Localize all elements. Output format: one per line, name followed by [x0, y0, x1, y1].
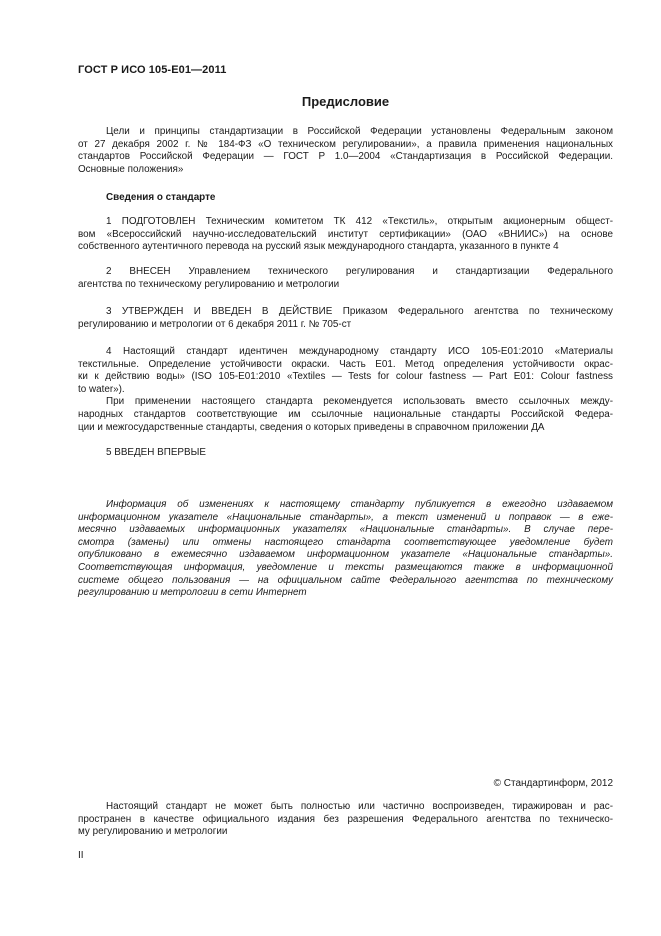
notice-paragraph [78, 499, 613, 600]
item-2-paragraph [78, 266, 613, 291]
notice-line: регулированию и метрологии в сети Интернет [78, 587, 307, 599]
item-4-paragraph [78, 346, 613, 434]
rights-line: му регулированию и метрологии [78, 826, 228, 838]
rights-line: пространен в качестве официального издания без разрешения Федерального агентства по техническо- [78, 813, 613, 825]
intro-paragraph [78, 126, 613, 176]
item-2-line: 2 ВНЕСЕН Управлением технического регулирования и стандартизации Федерального [106, 266, 613, 277]
item-1-line: собственного аутентичного перевода на русский язык международного стандарта, указанного в пункте 4 [78, 241, 559, 253]
item-4-line: 4 Настоящий стандарт идентичен международному стандарту ИСО 105-E01:2010 «Материалы [106, 346, 613, 357]
rights-line: Настоящий стандарт не может быть полностью или частично воспроизведен, тиражирован и рас- [106, 801, 613, 812]
notice-line: смотра (замены) или отмены настоящего стандарта соответствующее уведомление будет [78, 536, 613, 548]
item-3-line: регулированию и метрологии от 6 декабря 2011 г. № 705-ст [78, 318, 352, 330]
item-4b-line: народных стандартов соответствующие им ссылочные национальные стандарты Российской Федера- [78, 408, 613, 420]
item-4-line: to water»). [78, 383, 125, 395]
section-subheading [78, 192, 613, 205]
notice-line: месячно издаваемых информационных указателях «Национальные стандарты». В случае пере- [78, 524, 613, 536]
item-1-line: вом «Всероссийский научно-исследовательский институт сертификации» (ОАО «ВНИИС») на основе [78, 228, 613, 240]
intro-line: от 27 декабря 2002 г. № 184-ФЗ «О техническом регулировании», а правила применения национальных [78, 138, 613, 150]
item-4b-line: ции и межгосударственные стандарты, сведения о которых приведены в справочном приложении ДА [78, 421, 545, 433]
item-2-line: агентства по техническому регулированию и метрологии [78, 278, 340, 290]
item-3-paragraph [78, 306, 613, 331]
intro-line: Основные положения» [78, 163, 184, 175]
subheading-text: Сведения о стандарте [106, 192, 216, 203]
item-1-paragraph [78, 216, 613, 254]
notice-line: Информация об изменениях к настоящему стандарту публикуется в ежегодно издаваемом [106, 499, 613, 510]
item-4b-line: При применении настоящего стандарта рекомендуется использовать вместо ссылочных между- [106, 396, 613, 408]
notice-line: информационном указателе «Национальные стандарты», а текст изменений и поправок — в еже- [78, 511, 613, 523]
notice-line: Соответствующая информация, уведомление и тексты размещаются также в информационной [78, 561, 613, 573]
notice-line: опубликовано в ежемесячно издаваемом информационном указателе «Национальные стандарты». [78, 549, 613, 561]
page-title: Предисловие [301, 94, 390, 109]
item-1-line: 1 ПОДГОТОВЛЕН Техническим комитетом ТК 412 «Текстиль», открытым акционерным общест- [106, 216, 613, 227]
item-4-line: ки к действию воды» (ISO 105-E01:2010 «Textiles — Tests for colour fastness — Part E01: Colour fastness [78, 371, 613, 383]
item-4-line: текстильные. Определение устойчивости окраски. Часть E01. Метод определения устойчивости окрас- [78, 358, 613, 370]
intro-line: стандартов Российской Федерации — ГОСТ Р 1.0—2004 «Стандартизация в Российской Федерации. [78, 151, 613, 163]
item-5-line: 5 ВВЕДЕН ВПЕРВЫЕ [106, 447, 206, 458]
notice-line: системе общего пользования — на официальном сайте Федерального агентства по техническому [78, 574, 613, 586]
document-code: ГОСТ Р ИСО 105-E01—2011 [78, 64, 227, 76]
rights-paragraph [78, 801, 613, 839]
copyright-line: © Стандартинформ, 2012 [493, 778, 613, 789]
page-number: II [78, 850, 84, 861]
item-5-paragraph [78, 447, 613, 460]
intro-line: Цели и принципы стандартизации в Российской Федерации установлены Федеральным законом [106, 126, 613, 137]
item-3-line: 3 УТВЕРЖДЕН И ВВЕДЕН В ДЕЙСТВИЕ Приказом Федерального агентства по техническому [106, 306, 613, 317]
